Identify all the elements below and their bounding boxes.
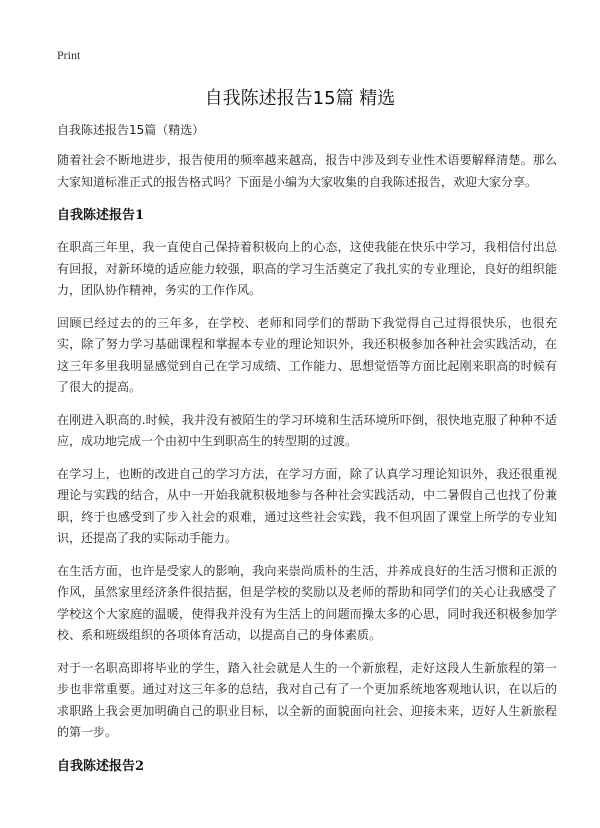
- section-heading-1: 自我陈述报告1: [57, 208, 145, 223]
- paragraph: 在职高三年里，我一直使自己保持着积极向上的心态，这使我能在快乐中学习，我相信付出总有回报，对新环境的适应能力较强，职高的学习生活奠定了我扎实的专业理论，良好的组织能力，团队协作精神，务实的工作作风。: [57, 240, 557, 297]
- document-subtitle: 自我陈述报告15篇（精选）: [57, 123, 205, 137]
- paragraph: 回顾已经过去的的三年多，在学校、老师和同学们的帮助下我觉得自己过得很快乐，也很充实，除了努力学习基础课程和掌握本专业的理论知识外，我还积极参加各种社会实践活动，在这三年多里我明显感觉到自己在学习成绩、工作能力、思想觉悟等方面比起刚来职高的时候有了很大的提高。: [57, 315, 557, 394]
- page-title: 自我陈述报告15篇 精选: [204, 88, 396, 109]
- section-heading-2: 自我陈述报告2: [57, 758, 145, 774]
- paragraph: 对于一名职高即将毕业的学生，踏入社会就是人生的一个新旅程，走好这段人生新旅程的第一步也非常重要。通过对这三年多的总结，我对自己有了一个更加系统地客观地认识，在以后的求职路上我会更加明确自己的职业目标，以全新的面貌面向社会、迎接未来，迈好人生新旅程的第一步。: [57, 660, 557, 739]
- intro-paragraph: 随着社会不断地进步，报告使用的频率越来越高，报告中涉及到专业性术语要解释清楚。那么大家知道标准正式的报告格式吗？下面是小编为大家收集的自我陈述报告，欢迎大家分享。: [57, 153, 557, 189]
- paragraph: 在生活方面，也许是受家人的影响，我向来崇尚质朴的生活，并养成良好的生活习惯和正派的作风，虽然家里经济条件很拮据，但是学校的奖励以及老师的帮助和同学们的关心让我感受了学校这个大家庭的温暖，使得我并没有为生活上的问题而操太多的心思，同时我还积极参加学校、系和班级组织的各项体育活动，以提高自己的身体素质。: [57, 563, 557, 642]
- print-link[interactable]: Print: [57, 48, 81, 62]
- paragraph: 在学习上，也断的改进自己的学习方法，在学习方面，除了认真学习理论知识外，我还很重视理论与实践的结合，从中一开始我就积极地参与各种社会实践活动，中二暑假自己也找了份兼职，终于也感受到了步入社会的艰难，通过这些社会实践，我不但巩固了课堂上所学的专业知识，还提高了我的实际动手能力。: [57, 466, 557, 545]
- document-body: [57, 120, 557, 788]
- paragraph: 在刚进入职高的.时候，我并没有被陌生的学习环境和生活环境所吓倒，很快地克服了种种不适应，成功地完成一个由初中生到职高生的转型期的过渡。: [57, 412, 557, 448]
